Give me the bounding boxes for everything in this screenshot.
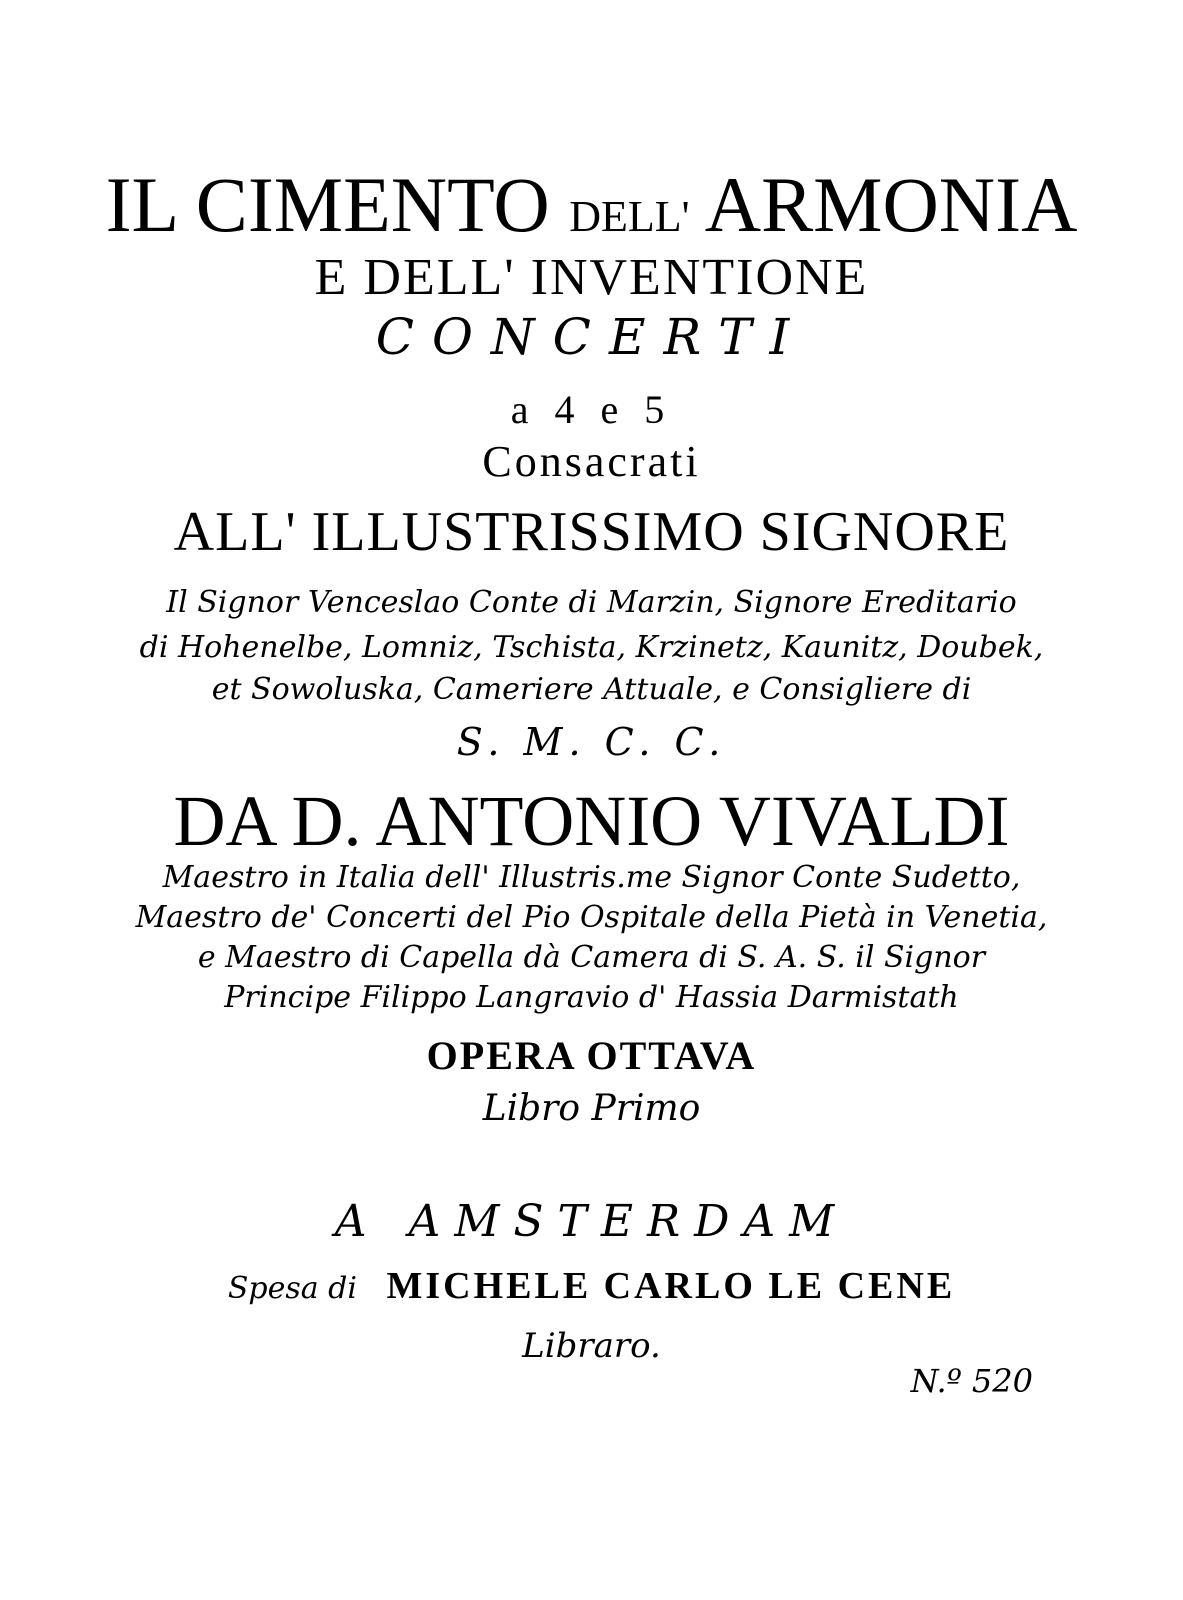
book-number: Libro Primo [482,1088,701,1129]
composer-role-4: Principe Filippo Langravio d' Hassia Darmistath [224,980,959,1015]
dedicatee-line-2: di Hohenelbe, Lomniz, Tschista, Krzinetz, Kaunitz, Doubek, [139,630,1044,665]
composer-name: DA D. ANTONIO VIVALDI [173,781,1010,861]
publisher-line [0,1264,1183,1308]
title-part-1: IL CIMENTO [105,161,550,248]
title-part-3: ARMONIA [704,161,1078,248]
composer-role-3: e Maestro di Capella dà Camera di S. A. S. il Signor [197,940,986,975]
smcc-line: S. M. C. C. [456,720,727,764]
genre-heading: CONCERTI [375,308,808,366]
dedicatee-line-1: Il Signor Venceslao Conte di Marzin, Signore Ereditario [166,585,1017,620]
composer-role-2: Maestro de' Concerti del Pio Ospitale della Pietà in Venetia, [135,900,1048,935]
scoring: a 4 e 5 [510,387,673,432]
dedicatee-line-3: et Sowoluska, Cameriere Attuale, e Consigliere di [211,672,972,707]
work-title [0,160,1183,250]
dedicatee-heading: ALL' ILLUSTRISSIMO SIGNORE [173,501,1010,563]
publisher-name: MICHELE CARLO LE CENE [386,1265,956,1307]
subtitle: E DELL' INVENTIONE [314,249,869,306]
consacrati-heading: Consacrati [482,437,701,486]
plate-number: N.º 520 [910,1362,1033,1400]
composer-role-1: Maestro in Italia dell' Illustris.me Signor Conte Sudetto, [162,860,1021,895]
imprint-city: A AMSTERDAM [334,1196,849,1247]
publisher-role: Libraro. [522,1326,661,1366]
opus-number: OPERA OTTAVA [426,1033,757,1078]
publisher-prefix: Spesa di [227,1271,357,1306]
title-part-2: DELL' [569,192,690,241]
